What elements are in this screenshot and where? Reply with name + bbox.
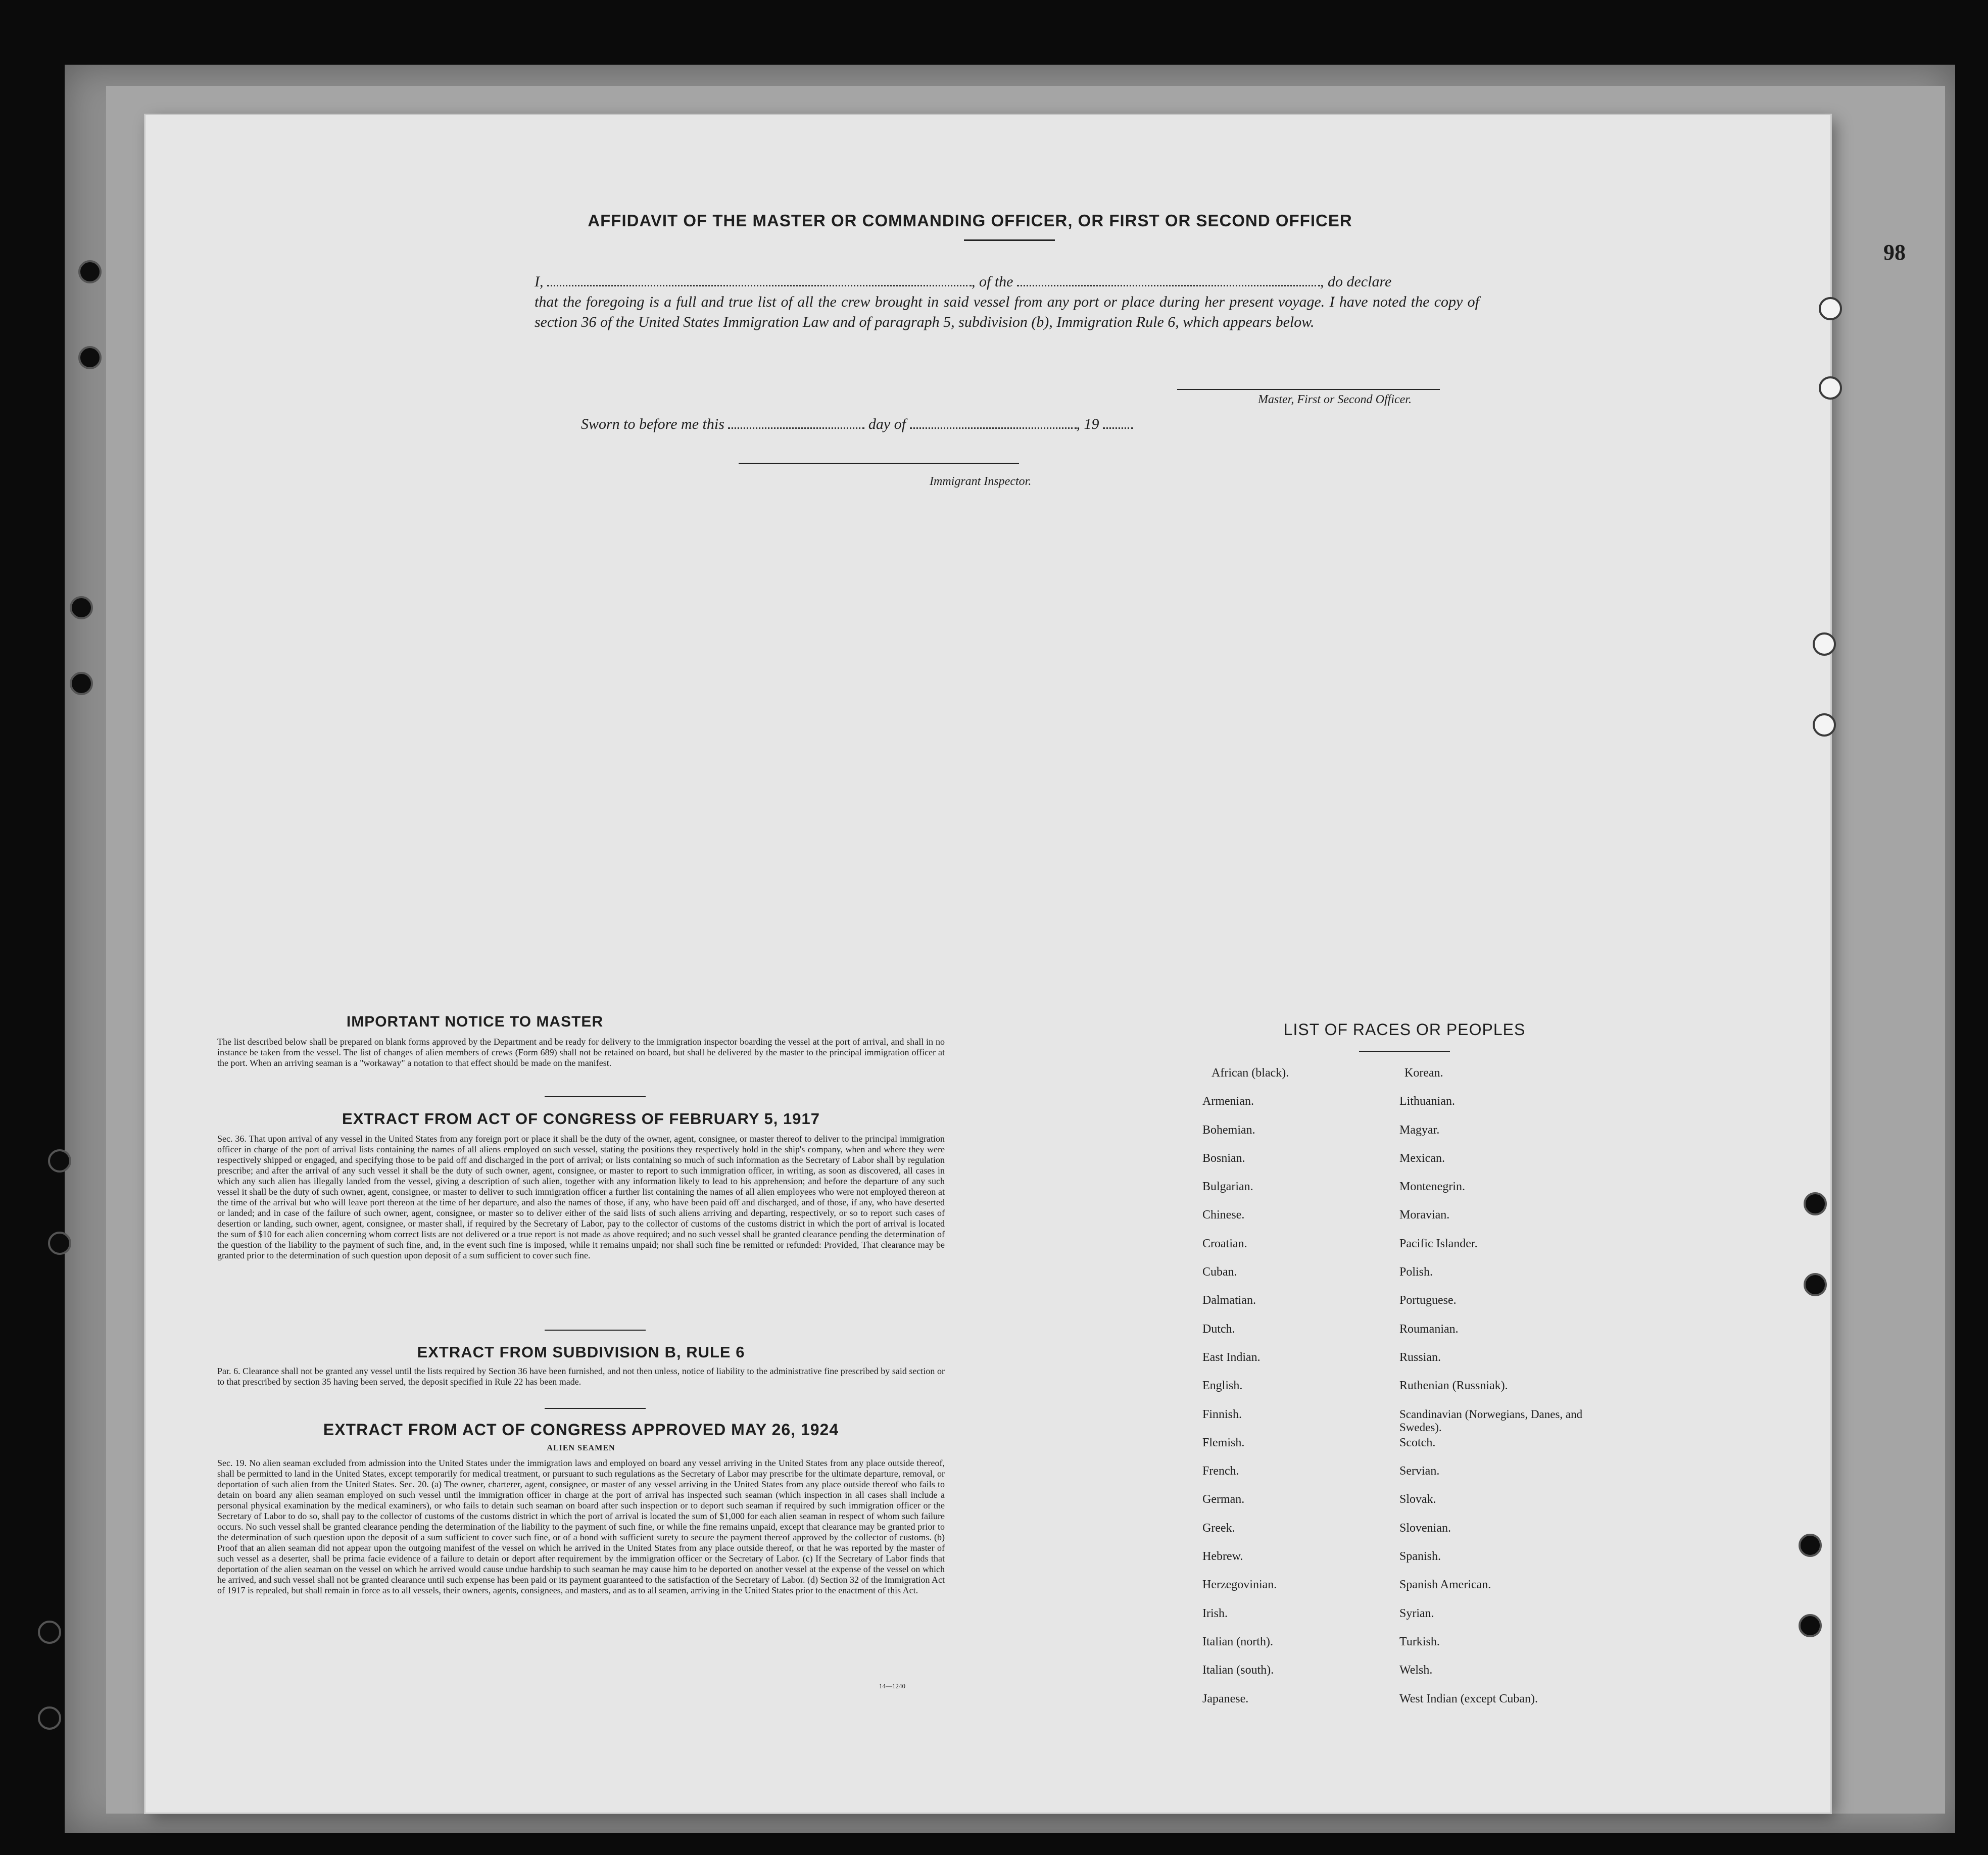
punch-hole <box>1819 376 1842 400</box>
punch-hole <box>1799 1534 1822 1557</box>
race-item: East Indian. <box>1202 1350 1260 1364</box>
extract-rule6-text: Par. 6. Clearance shall not be granted any vessel until the lists required by Section 36 have been furnished, and not then unless, notice of liability to the administrative fine prescribed by said section or to that prescribed by section 35 having been served, the deposit specified in Rule 22 has been made. <box>217 1366 945 1387</box>
races-column-1 <box>1202 1066 1415 1721</box>
punch-hole <box>1804 1192 1827 1215</box>
notice-text: The list described below shall be prepared on blank forms approved by the Department and be ready for delivery to the immigration inspector boarding the vessel at the port of arrival, and shall in no instance be taken from the vessel. The list of changes of alien members of crews (Form 689) shall not be retained on board, but shall be delivered by the master to the principal immigration officer at the port. When an arriving seaman is a "workaway" a notation to that effect should be made on the manifest. <box>217 1037 945 1068</box>
sworn-month-field[interactable] <box>910 412 1077 429</box>
sworn-year-field[interactable] <box>1103 412 1133 429</box>
extract-1917-text: Sec. 36. That upon arrival of any vessel in the United States from any foreign port or place it shall be the duty of the owner, agent, consignee, or master thereof to deliver to the principal immigration officer in charge of the port of arrival lists containing the names of all aliens employed on such vessel, stating the positions they respectively hold in the ship's company, when and where they were respectively shipped or engaged, and specifying those to be paid off and discharged in the port of arrival; or lists containing so much of such information as the Secretary of Labor shall by regulation prescribe; and after the arrival of any such vessel it shall be the duty of such owner, agent, consignee, or master to report to such immigration officer, in writing, as soon as discovered, all cases in which any such alien has illegally landed from the vessel, giving a description of such alien, together with any information likely to lead to his apprehension; and before the departure of any such vessel it shall be the duty of such owner, agent, consignee, or master to deliver to such immigration officer a further list containing the names of all alien employees who were not employed thereon at the time of the arrival but who will leave port thereon at the time of her departure, and also the names of those, if any, who have been paid off and discharged, and of those, if any, who have deserted or landed; and in case of the failure of such owner, agent, consignee, or master so to deliver either of the said lists of such aliens arriving and departing, respectively, or so to report such cases of desertion or landing, such owner, agent, consignee, or master shall, if required by the Secretary of Labor, pay to the collector of customs of the customs district in which the port of arrival is located the sum of $10 for each alien concerning whom correct lists are not delivered or a true report is not made as above required; and no such vessel shall be granted clearance pending the determination of the question of the liability to the payment of such fine, and, in the event such fine is imposed, while it remains unpaid; nor shall such fine be remitted or refunded: Provided, That clearance may be granted prior to the determination of such question upon deposit of a sum sufficient to cover such fine. <box>217 1134 945 1260</box>
race-item: Welsh. <box>1399 1664 1433 1677</box>
race-item: Scandinavian (Norwegians, Danes, and Swedes). <box>1399 1407 1583 1434</box>
punch-hole <box>78 260 102 283</box>
race-item: Slovenian. <box>1399 1521 1451 1535</box>
punch-hole <box>1813 713 1836 737</box>
race-item: Bohemian. <box>1202 1123 1255 1137</box>
race-item: German. <box>1202 1493 1245 1506</box>
affidavit-title: AFFIDAVIT OF THE MASTER OR COMMANDING OFFICER, OR FIRST OR SECOND OFFICER <box>588 211 1352 230</box>
punch-hole <box>48 1232 71 1255</box>
race-item: Korean. <box>1404 1066 1443 1080</box>
race-item: Mexican. <box>1399 1151 1445 1165</box>
race-item: Dalmatian. <box>1202 1294 1256 1307</box>
punch-hole <box>1799 1614 1822 1637</box>
punch-hole <box>1813 632 1836 656</box>
notice-title: IMPORTANT NOTICE TO MASTER <box>346 1013 604 1030</box>
race-item: Japanese. <box>1202 1692 1249 1705</box>
punch-hole <box>1804 1273 1827 1296</box>
race-item: Montenegrin. <box>1399 1180 1465 1194</box>
affidavit-declaration: I, , of the , do declare that the foregoing is a full and true list of all the crew brought in said vessel from any port or place during her present voyage. I have noted the copy of section 36 of the United States Immigration Law and of paragraph 5, subdivision (b), Immigration Rule 6, which appears below. <box>535 270 1479 332</box>
title-rule <box>964 239 1055 241</box>
punch-hole <box>38 1706 61 1730</box>
signature-label: Master, First or Second Officer. <box>1258 393 1412 406</box>
race-item: Spanish American. <box>1399 1578 1491 1592</box>
race-item: Polish. <box>1399 1265 1433 1279</box>
punch-hole <box>38 1621 61 1644</box>
punch-hole <box>1819 297 1842 320</box>
race-item: Spanish. <box>1399 1550 1441 1564</box>
page-number: 98 <box>1883 240 1906 265</box>
race-item: Ruthenian (Russniak). <box>1399 1379 1508 1393</box>
race-item: African (black). <box>1211 1066 1289 1080</box>
extract-1924-text: Sec. 19. No alien seaman excluded from admission into the United States under the immigration laws and employed on board any vessel arriving in the United States from any place outside thereof, shall be permitted to land in the United States, except temporarily for medical treatment, or pursuant to such regulations as the Secretary of Labor may prescribe for the ultimate departure, removal, or deportation of such alien from the United States. Sec. 20. (a) The owner, charterer, agent, consignee, or master of any vessel arriving in the United States from any place outside thereof who fails to detain on board any alien seaman employed on such vessel until the immigration officer in charge at the port of arrival has inspected such seaman (which inspection in all cases shall include a personal physical examination by the medical examiners), or who fails to detain such seaman on board after such inspection or to deport such seaman if required by such immigration officer or the Secretary of Labor to do so, shall pay to the collector of customs of the customs district in which the port of arrival is located the sum of $1,000 for each alien seaman in respect of whom such failure occurs. No such vessel shall be granted clearance pending the determination of the liability to the payment of such fine, or while the fine remains unpaid, except that clearance may be granted prior to the determination of such question upon the deposit of a sum sufficient to cover such fine, or of a bond with sufficient surety to secure the payment thereof approved by the collector of customs. (b) Proof that an alien seaman did not appear upon the outgoing manifest of the vessel on which he arrived in the United States from any place outside thereof, or that he was reported by the master of such vessel as a deserter, shall be prima facie evidence of a failure to detain or deport after requirement by the immigration officer or the Secretary of Labor. (c) If the Secretary of Labor finds that deportation of the alien seaman on the vessel on which he arrived would cause undue hardship to such seaman he may cause him to be deported on another vessel at the expense of the vessel on which he arrived, and such vessel shall not be granted clearance until such expense has been paid or its payment guaranteed to the satisfaction of the Secretary of Labor. (d) Section 32 of the Immigration Act of 1917 is repealed, but shall remain in force as to all vessels, their owners, agents, consignees, and masters, and as to all seamen, arriving in the United States prior to the enactment of this Act. <box>217 1458 945 1595</box>
race-item: Cuban. <box>1202 1265 1237 1279</box>
race-item: Flemish. <box>1202 1436 1245 1449</box>
race-item: Syrian. <box>1399 1606 1434 1620</box>
extract-1917-title: EXTRACT FROM ACT OF CONGRESS OF FEBRUARY 5, 1917 <box>342 1110 820 1128</box>
race-item: Scotch. <box>1399 1436 1436 1449</box>
race-item: Dutch. <box>1202 1322 1235 1336</box>
race-item: Italian (north). <box>1202 1635 1273 1648</box>
affidavit-body: that the foregoing is a full and true list of all the crew brought in said vessel from any port or place during her present voyage. I have noted the copy of section 36 of the United States Immigration Law and of paragraph 5, subdivision (b), Immigration Rule 6, which appears below. <box>535 294 1479 330</box>
race-item: Italian (south). <box>1202 1664 1274 1677</box>
race-item: Hebrew. <box>1202 1550 1243 1564</box>
race-item: Lithuanian. <box>1399 1095 1455 1108</box>
race-item: Croatian. <box>1202 1237 1247 1250</box>
race-item: Armenian. <box>1202 1095 1254 1108</box>
extract-1924-title: EXTRACT FROM ACT OF CONGRESS APPROVED MAY 26, 1924 <box>323 1421 839 1439</box>
divider <box>545 1096 646 1097</box>
punch-hole <box>70 672 93 695</box>
race-item: Turkish. <box>1399 1635 1440 1648</box>
race-item: Irish. <box>1202 1606 1228 1620</box>
sworn-day-field[interactable] <box>728 412 864 429</box>
race-item: Pacific Islander. <box>1399 1237 1478 1250</box>
race-item: West Indian (except Cuban). <box>1399 1692 1538 1705</box>
race-item: Servian. <box>1399 1465 1440 1478</box>
divider <box>1359 1051 1450 1052</box>
race-item: Portuguese. <box>1399 1294 1457 1307</box>
inspector-label: Immigrant Inspector. <box>930 475 1032 488</box>
extract-rule6-title: EXTRACT FROM SUBDIVISION B, RULE 6 <box>417 1343 745 1361</box>
race-item: Bosnian. <box>1202 1151 1245 1165</box>
race-item: Slovak. <box>1399 1493 1436 1506</box>
signature-line <box>1177 389 1440 390</box>
race-item: English. <box>1202 1379 1243 1393</box>
divider <box>545 1330 646 1331</box>
vessel-name-field[interactable] <box>1017 270 1320 286</box>
form-number: 14—1240 <box>879 1682 905 1690</box>
master-name-field[interactable] <box>547 270 972 286</box>
race-item: Roumanian. <box>1399 1322 1459 1336</box>
divider <box>545 1408 646 1409</box>
race-item: Magyar. <box>1399 1123 1440 1137</box>
race-item: Russian. <box>1399 1350 1441 1364</box>
races-column-2 <box>1399 1066 1591 1721</box>
sworn-line: Sworn to before me this day of , 19 <box>581 412 1133 433</box>
inspector-signature-line <box>739 463 1019 464</box>
extract-1924-subtitle: ALIEN SEAMEN <box>547 1444 615 1452</box>
race-item: French. <box>1202 1465 1239 1478</box>
punch-hole <box>78 346 102 369</box>
race-item: Greek. <box>1202 1521 1235 1535</box>
race-item: Chinese. <box>1202 1208 1245 1222</box>
race-item: Moravian. <box>1399 1208 1450 1222</box>
races-title: LIST OF RACES OR PEOPLES <box>1283 1020 1526 1039</box>
race-item: Finnish. <box>1202 1407 1242 1421</box>
punch-hole <box>70 596 93 619</box>
race-item: Herzegovinian. <box>1202 1578 1277 1592</box>
race-item: Bulgarian. <box>1202 1180 1253 1194</box>
punch-hole <box>48 1149 71 1173</box>
